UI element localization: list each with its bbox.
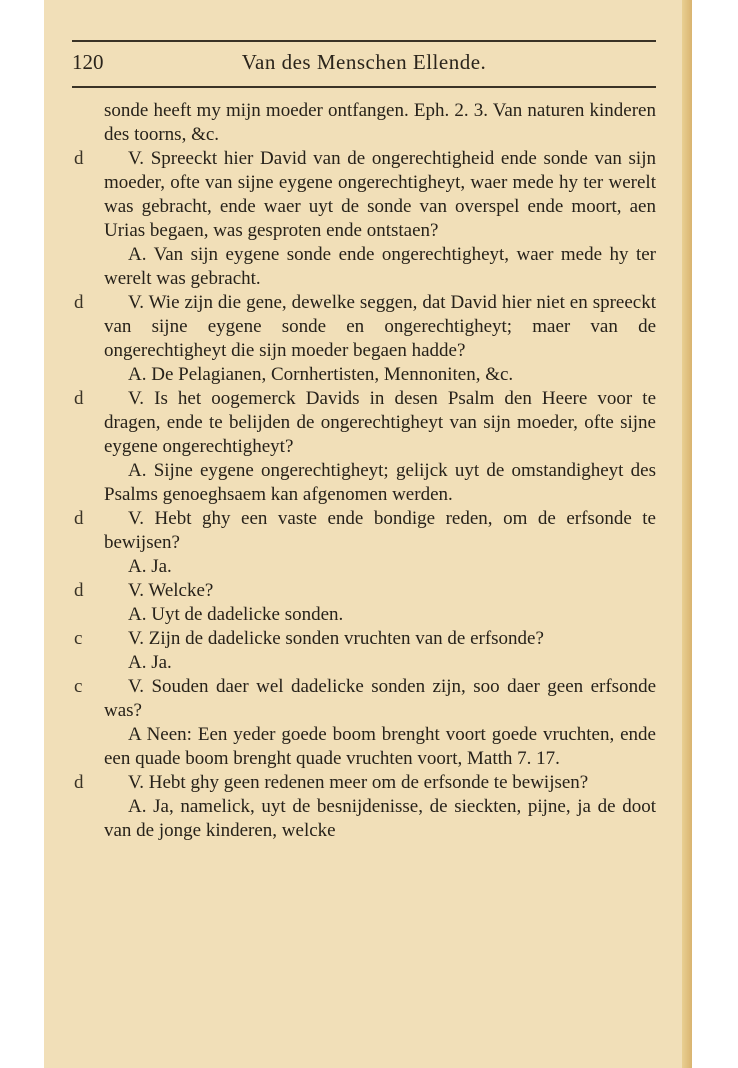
page-body [74, 99, 656, 843]
margin-marker: d [74, 388, 84, 409]
margin-marker: d [74, 148, 84, 169]
running-header [72, 50, 656, 80]
question-paragraph [74, 387, 656, 459]
margin-marker: d [74, 580, 84, 601]
question-paragraph [74, 627, 656, 651]
paragraph-text: A. Sijne eygene ongerechtigheyt; gelijck uyt de omstandigheyt des Psalms genoeghsaem kan afgenomen werden. [104, 460, 656, 505]
paragraph-text: A. Ja. [128, 556, 172, 577]
answer-paragraph [104, 603, 656, 627]
paragraph-text: V. Wie zijn die gene, dewelke seggen, dat David hier niet en spreeckt van sijne eygene sonde en ongerechtigheyt; maer van de ongerechtigheyt die sijn moeder begaen hadde? [104, 292, 656, 361]
paragraph-text: A. Van sijn eygene sonde ende ongerechtigheyt, waer mede hy ter werelt was gebracht. [104, 244, 656, 289]
answer-paragraph [104, 363, 656, 387]
answer-paragraph [104, 459, 656, 507]
paragraph-text: V. Spreeckt hier David van de ongerechtigheid ende sonde van sijn moeder, ofte van sijne eygene ongerechtigheyt, waer mede hy ter werelt was gebracht, ende waer uyt de sonde van overspel ende moort, aen Urias begaen, was gesproten ende ontstaen? [104, 148, 656, 241]
paragraph-text: sonde heeft my mijn moeder ontfangen. Eph. 2. 3. Van naturen kinderen des toorns, &c. [104, 100, 656, 145]
margin-marker: d [74, 508, 84, 529]
header-rule-top [72, 40, 656, 42]
paragraph [104, 99, 656, 147]
paragraph-text: V. Zijn de dadelicke sonden vruchten van de erfsonde? [128, 628, 544, 649]
margin-marker: c [74, 628, 83, 649]
margin-marker: d [74, 292, 84, 313]
paragraph-text: A. De Pelagianen, Cornhertisten, Mennoniten, &c. [128, 364, 514, 385]
question-paragraph [74, 771, 656, 795]
question-paragraph [74, 507, 656, 555]
margin-marker: d [74, 772, 84, 793]
paragraph-text: V. Hebt ghy een vaste ende bondige reden, om de erfsonde te bewijsen? [104, 508, 656, 553]
margin-marker: c [74, 676, 83, 697]
answer-paragraph [104, 795, 656, 843]
paragraph-text: V. Is het oogemerck Davids in desen Psalm den Heere voor te dragen, ende te belijden de ongerechtigheyt van sijn moeder, ofte sijne eygene ongerechtigheyt? [104, 388, 656, 457]
answer-paragraph [104, 243, 656, 291]
paragraph-text: A. Uyt de dadelicke sonden. [128, 604, 344, 625]
page-number: 120 [72, 50, 104, 74]
answer-paragraph [104, 651, 656, 675]
question-paragraph [74, 291, 656, 363]
header-rule-bottom [72, 86, 656, 88]
page-edge-shadow [682, 0, 692, 1068]
question-paragraph [74, 579, 656, 603]
answer-paragraph [104, 555, 656, 579]
paragraph-text: A. Ja. [128, 652, 172, 673]
paragraph-text: A. Ja, namelick, uyt de besnijdenisse, de sieckten, pijne, ja de doot van de jonge kinderen, welcke [104, 796, 656, 841]
question-paragraph [74, 147, 656, 243]
paragraph-text: A Neen: Een yeder goede boom brenght voort goede vruchten, ende een quade boom brenght quade vruchten voort, Matth 7. 17. [104, 724, 656, 769]
running-title: Van des Menschen Ellende. [241, 50, 487, 74]
paragraph-text: V. Welcke? [128, 580, 214, 601]
paragraph-text: V. Souden daer wel dadelicke sonden zijn, soo daer geen erfsonde was? [104, 676, 656, 721]
answer-paragraph [104, 723, 656, 771]
question-paragraph [74, 675, 656, 723]
paragraph-text: V. Hebt ghy geen redenen meer om de erfsonde te bewijsen? [128, 772, 589, 793]
